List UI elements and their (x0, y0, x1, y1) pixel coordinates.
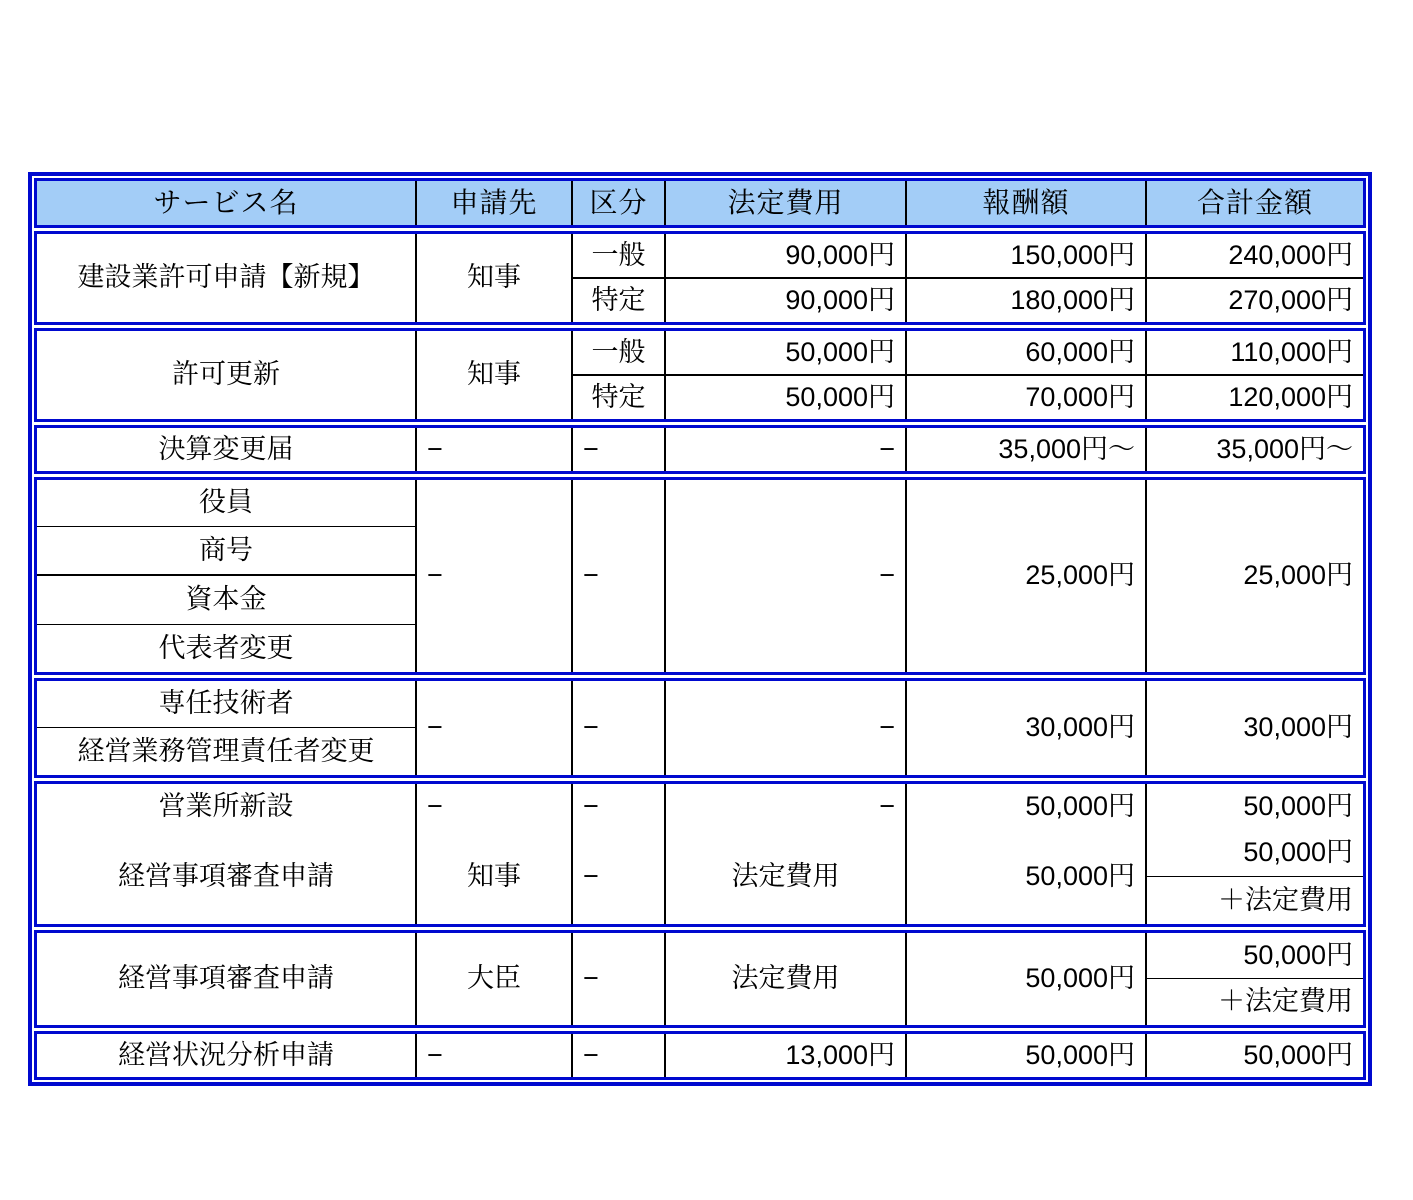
cell-service-branch: 営業所新設 (158, 791, 294, 822)
col-destination (415, 681, 571, 775)
col-destination (415, 1034, 571, 1077)
col-category (571, 331, 664, 419)
block-license-renewal (34, 328, 1366, 422)
cell-total: 30,000円 (1243, 712, 1353, 743)
cell-reward: 25,000円 (1025, 560, 1135, 591)
cell-reward: 50,000円 (1025, 861, 1135, 892)
cell-legal-fee-dash: − (879, 791, 895, 822)
col-total (1145, 331, 1363, 419)
header-col-reward (905, 181, 1145, 225)
cell-legal-fee: 90,000円 (666, 277, 905, 322)
cell-service-manager: 経営業務管理責任者変更 (37, 727, 415, 775)
col-category (571, 933, 664, 1025)
cell-service: 経営事項審査申請 (118, 963, 334, 994)
header-col-total (1145, 181, 1363, 225)
cell-reward: 70,000円 (907, 374, 1145, 419)
cell-legal-fee: 50,000円 (785, 336, 895, 367)
cell-legal-fee: 50,000円 (666, 374, 905, 419)
cell-legal-fee: − (879, 560, 895, 591)
header-legal-fee-label: 法定費用 (727, 186, 844, 218)
cell-destination: − (427, 712, 443, 743)
col-total (1145, 681, 1363, 775)
col-category (571, 1034, 664, 1077)
cell-legal-fee: 法定費用 (731, 861, 840, 892)
cell-total: 35,000円～ (1216, 433, 1353, 464)
cell-destination: 知事 (467, 861, 521, 892)
col-reward (905, 234, 1145, 322)
cell-category: − (583, 433, 599, 464)
col-destination (415, 234, 571, 322)
col-destination (415, 331, 571, 419)
col-legal-fee (664, 933, 905, 1025)
col-category (571, 480, 664, 672)
cell-service: 決算変更届 (158, 433, 294, 464)
cell-destination-dash: − (427, 791, 443, 822)
col-total (1145, 234, 1363, 322)
col-reward (905, 681, 1145, 775)
block-engineer-manager-change (34, 678, 1366, 778)
col-legal-fee (664, 681, 905, 775)
col-reward (905, 933, 1145, 1025)
header-service-label: サービス名 (153, 186, 299, 218)
col-service (37, 480, 415, 672)
block-analysis (34, 1031, 1366, 1080)
cell-destination-dash: − (427, 1039, 443, 1070)
cell-destination: − (427, 560, 443, 591)
cell-service-representative: 代表者変更 (37, 624, 415, 672)
col-reward (905, 1034, 1145, 1077)
col-total (1145, 428, 1363, 471)
cell-category-dash: − (583, 861, 599, 892)
cell-legal-fee: − (879, 712, 895, 743)
col-reward (905, 784, 1145, 924)
header-col-category (571, 181, 664, 225)
block-license-new (34, 231, 1366, 325)
col-service (37, 1034, 415, 1077)
cell-reward: 50,000円 (1025, 1039, 1135, 1070)
col-service (37, 933, 415, 1025)
cell-destination: 知事 (467, 262, 521, 293)
header-col-legal-fee (664, 181, 905, 225)
header-reward-label: 報酬額 (982, 186, 1070, 218)
cell-total: 120,000円 (1147, 374, 1363, 419)
table-header-row (34, 178, 1366, 228)
cell-category-general: 一般 (591, 336, 646, 367)
col-service (37, 681, 415, 775)
cell-reward: 60,000円 (1025, 336, 1135, 367)
cell-legal-fee: − (879, 433, 895, 464)
cell-reward: 30,000円 (1025, 712, 1135, 743)
col-category (571, 681, 664, 775)
col-category (571, 784, 664, 924)
col-service (37, 234, 415, 322)
cell-category: − (583, 560, 599, 591)
cell-service-officer: 役員 (199, 487, 253, 518)
col-total (1145, 784, 1363, 924)
col-service (37, 784, 415, 924)
cell-total-plus-legal: ＋法定費用 (1147, 978, 1363, 1025)
cell-service: 許可更新 (172, 359, 280, 390)
col-reward (905, 480, 1145, 672)
cell-category-dash: − (583, 1039, 599, 1070)
col-total (1145, 933, 1363, 1025)
col-legal-fee (664, 234, 905, 322)
cell-service-capital: 資本金 (37, 574, 415, 624)
cell-reward: 50,000円 (1025, 963, 1135, 994)
block-registration-changes (34, 477, 1366, 675)
header-total-label: 合計金額 (1196, 186, 1313, 218)
cell-total: 110,000円 (1230, 336, 1353, 367)
col-service (37, 331, 415, 419)
col-reward (905, 331, 1145, 419)
cell-service-engineer: 専任技術者 (158, 688, 294, 719)
header-col-service (37, 181, 415, 225)
col-category (571, 234, 664, 322)
header-destination-label: 申請先 (450, 186, 538, 218)
cell-service-trade-name: 商号 (37, 526, 415, 574)
cell-total: 270,000円 (1147, 277, 1363, 322)
cell-total: 25,000円 (1243, 560, 1353, 591)
cell-destination: 大臣 (467, 963, 521, 994)
col-legal-fee (664, 1034, 905, 1077)
col-destination (415, 428, 571, 471)
cell-reward: 180,000円 (907, 277, 1145, 322)
block-keishin-minister (34, 930, 1366, 1028)
cell-legal-fee: 13,000円 (785, 1039, 895, 1070)
cell-total-plus-legal: ＋法定費用 (1147, 876, 1363, 924)
col-total (1145, 1034, 1363, 1077)
cell-category-specific: 特定 (573, 374, 664, 419)
cell-category-dash: − (583, 963, 599, 994)
col-destination (415, 480, 571, 672)
col-category (571, 428, 664, 471)
col-destination (415, 784, 571, 924)
cell-reward: 50,000円 (1025, 791, 1135, 822)
cell-reward: 35,000円～ (998, 433, 1135, 464)
header-category-label: 区分 (589, 186, 648, 218)
col-legal-fee (664, 480, 905, 672)
cell-legal-fee: 法定費用 (731, 963, 840, 994)
cell-total-amount: 50,000円 (1243, 837, 1353, 868)
cell-service-keishin: 経営事項審査申請 (118, 861, 334, 892)
cell-destination: 知事 (467, 359, 521, 390)
cell-total: 50,000円 (1243, 1039, 1353, 1070)
cell-total: 240,000円 (1228, 239, 1353, 270)
col-legal-fee (664, 784, 905, 924)
cell-category: − (583, 712, 599, 743)
cell-category-general: 一般 (591, 239, 646, 270)
cell-category-specific: 特定 (573, 277, 664, 322)
fee-table (28, 172, 1372, 1086)
col-total (1145, 480, 1363, 672)
cell-legal-fee: 90,000円 (785, 239, 895, 270)
cell-total: 50,000円 (1243, 791, 1353, 822)
cell-service: 経営状況分析申請 (118, 1039, 334, 1070)
col-destination (415, 933, 571, 1025)
col-legal-fee (664, 331, 905, 419)
col-reward (905, 428, 1145, 471)
cell-reward: 150,000円 (1010, 239, 1135, 270)
block-branch-and-keishin (34, 781, 1366, 927)
col-service (37, 428, 415, 471)
cell-total-amount: 50,000円 (1243, 939, 1353, 970)
cell-destination: − (427, 433, 443, 464)
cell-category-dash: − (583, 791, 599, 822)
col-legal-fee (664, 428, 905, 471)
cell-service: 建設業許可申請【新規】 (77, 262, 375, 293)
header-col-destination (415, 181, 571, 225)
block-financial-change (34, 425, 1366, 474)
